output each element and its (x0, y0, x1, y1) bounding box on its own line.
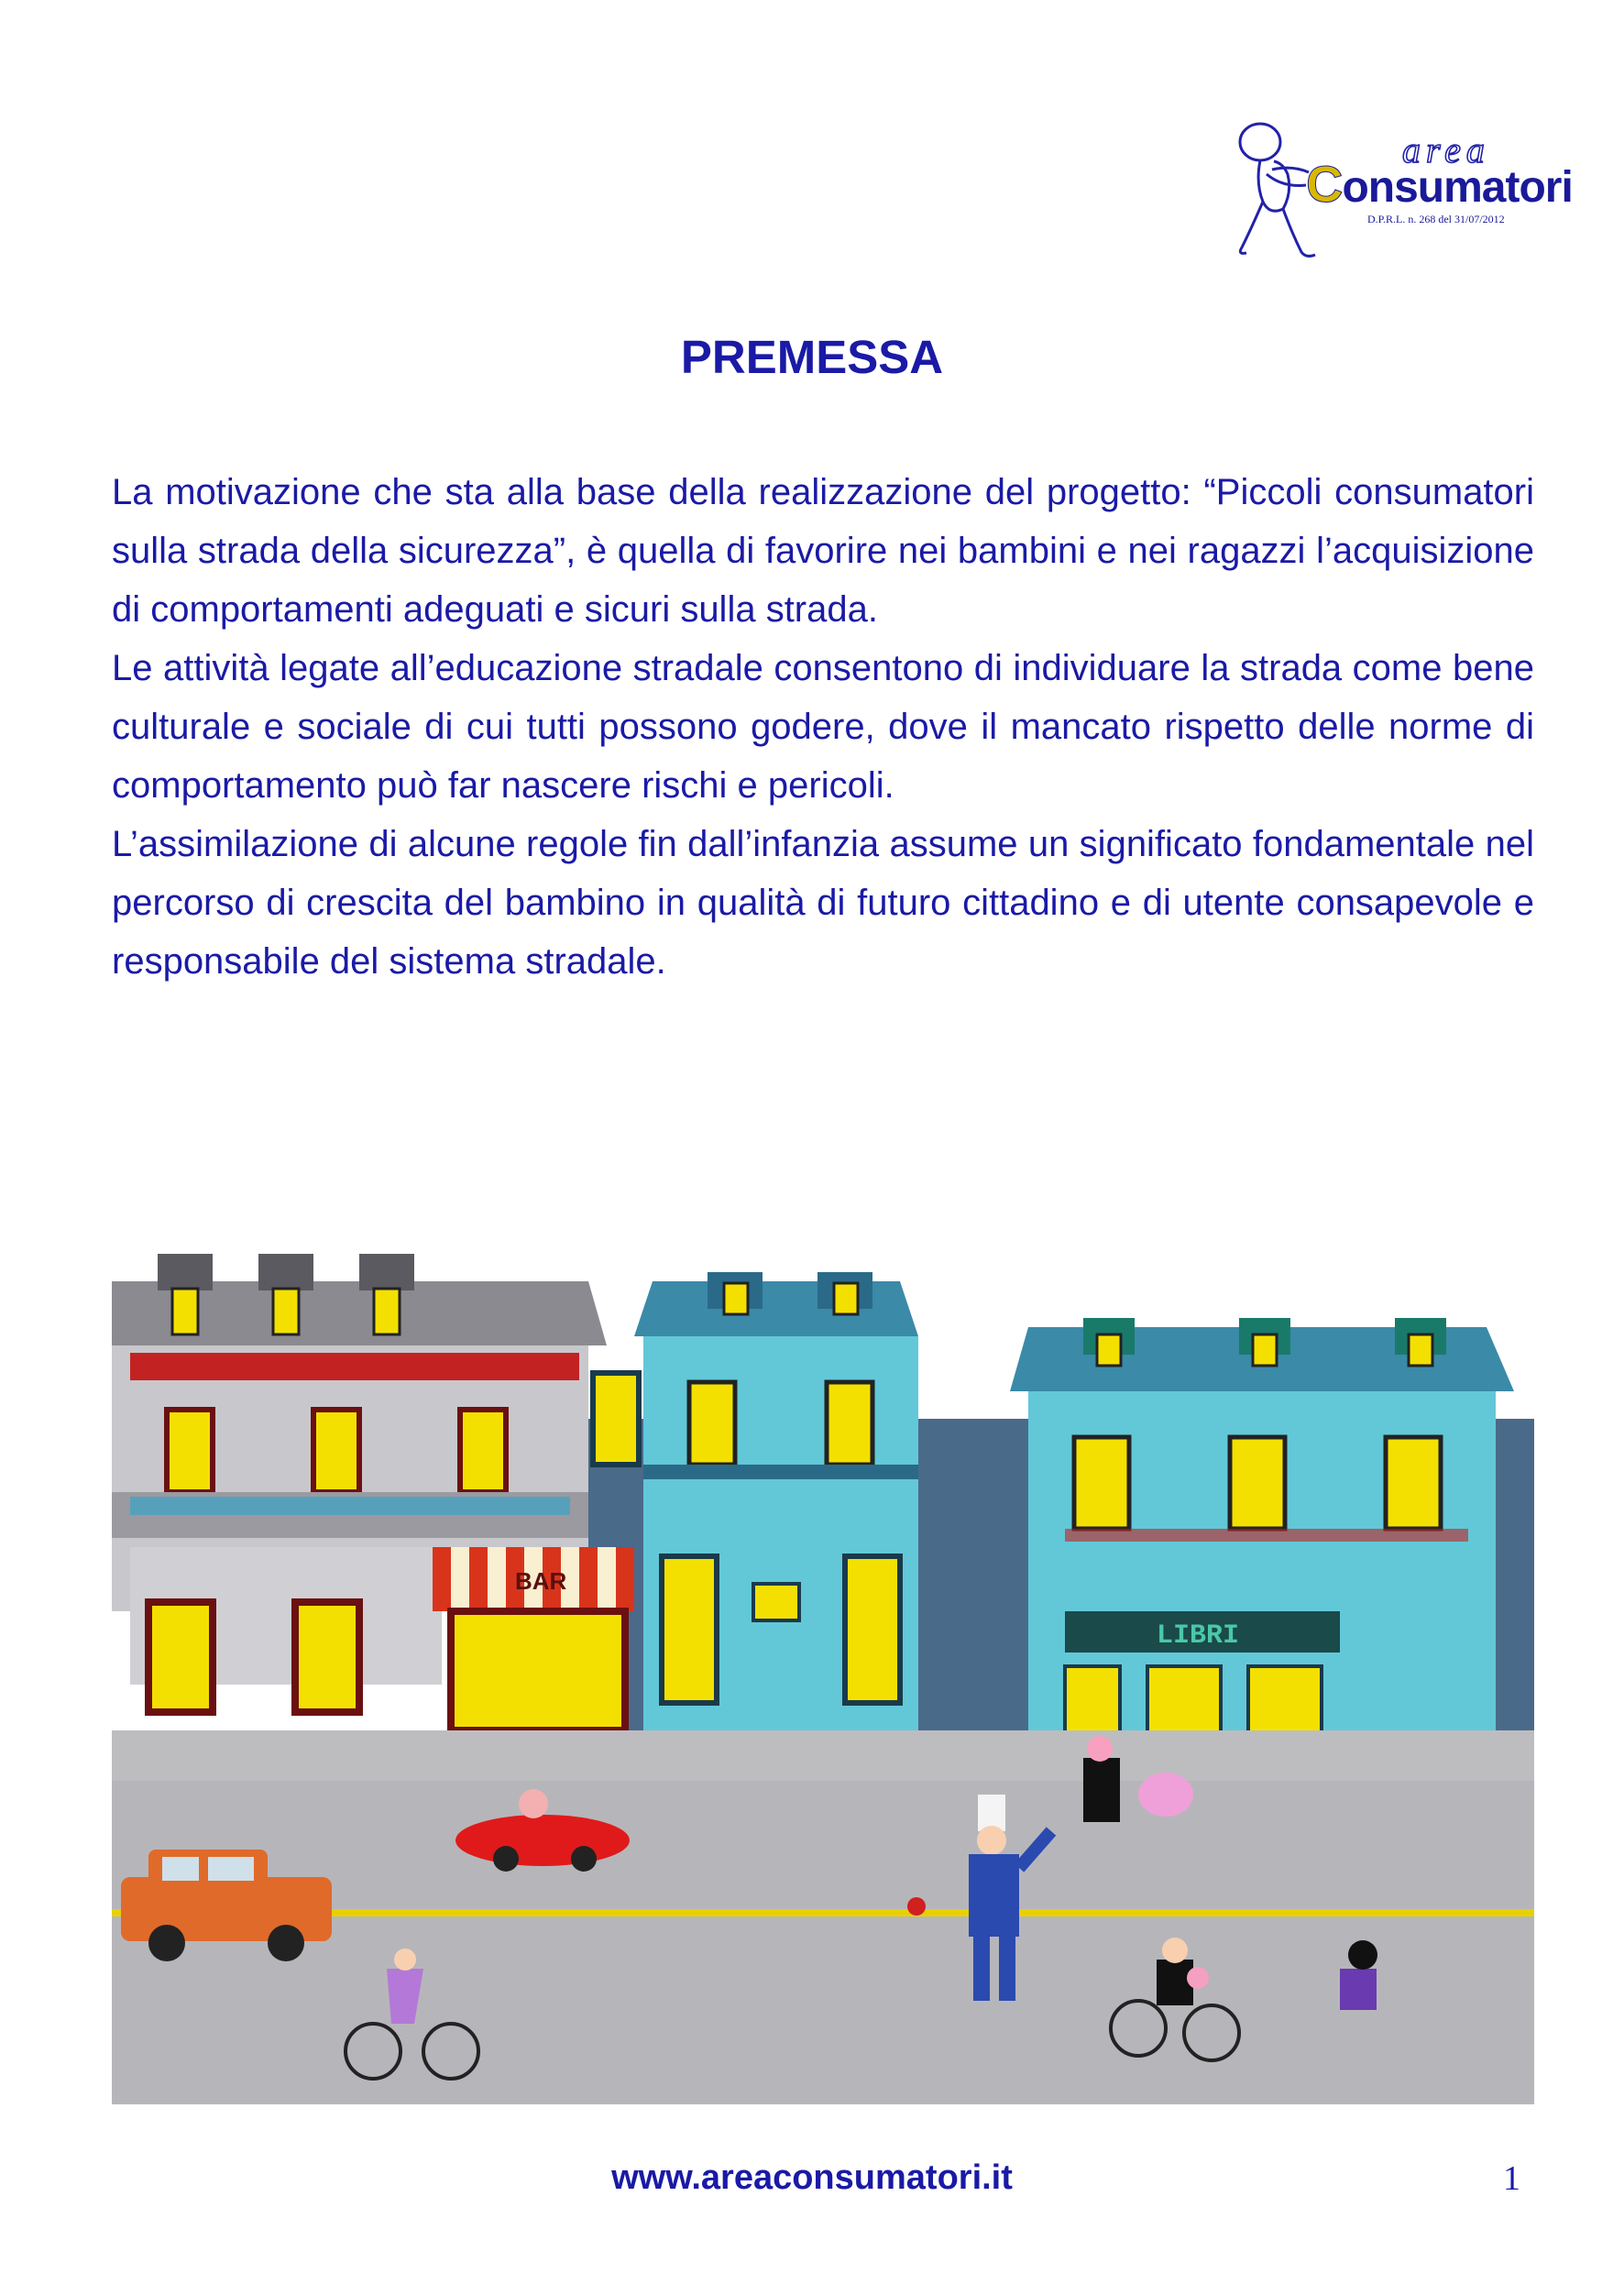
logo-word-area: area (1402, 129, 1490, 170)
bookshop-building (1010, 1318, 1514, 1740)
bookshop-sign: LIBRI (1157, 1620, 1240, 1652)
body-text (112, 463, 1534, 991)
paragraph-3: L’assimilazione di alcune regole fin dall’infanzia assume un significato fondamentale nel percorso di crescita del bambino in qualità di futuro cittadino e di utente consapevole e responsabile del sistema stradale. (112, 824, 1534, 982)
paragraph-2: Le attività legate all’educazione stradale consentono di individuare la strada come bene culturale e sociale di cui tutti possono godere, dove il mancato rispetto delle norme di comportamento può far nascere rischi e pericoli. (112, 648, 1534, 806)
page-number: 1 (1503, 2159, 1520, 2198)
street-scene-image (112, 1254, 1534, 2104)
logo-word-consumatori (1306, 154, 1573, 214)
bar-shop (433, 1547, 634, 1730)
paragraph-1: La motivazione che sta alla base della realizzazione del progetto: “Piccoli consumatori sulla strada della sicurezza”, è quella di favorire nei bambini e nei ragazzi l’acquisizione di comportamenti adeguati e sicuri sulla strada. (112, 472, 1534, 630)
logo-registration: D.P.R.L. n. 268 del 31/07/2012 (1367, 213, 1505, 225)
page-title: PREMESSA (680, 331, 944, 383)
street-illustration (112, 1254, 1534, 2104)
area-consumatori-logo (1219, 101, 1573, 284)
logo-word-rest: onsumatori (1342, 163, 1573, 212)
logo-letter-c: C (1306, 155, 1343, 213)
footer-url: www.areaconsumatori.it (611, 2158, 1013, 2197)
bar-sign: BAR (515, 1567, 567, 1595)
